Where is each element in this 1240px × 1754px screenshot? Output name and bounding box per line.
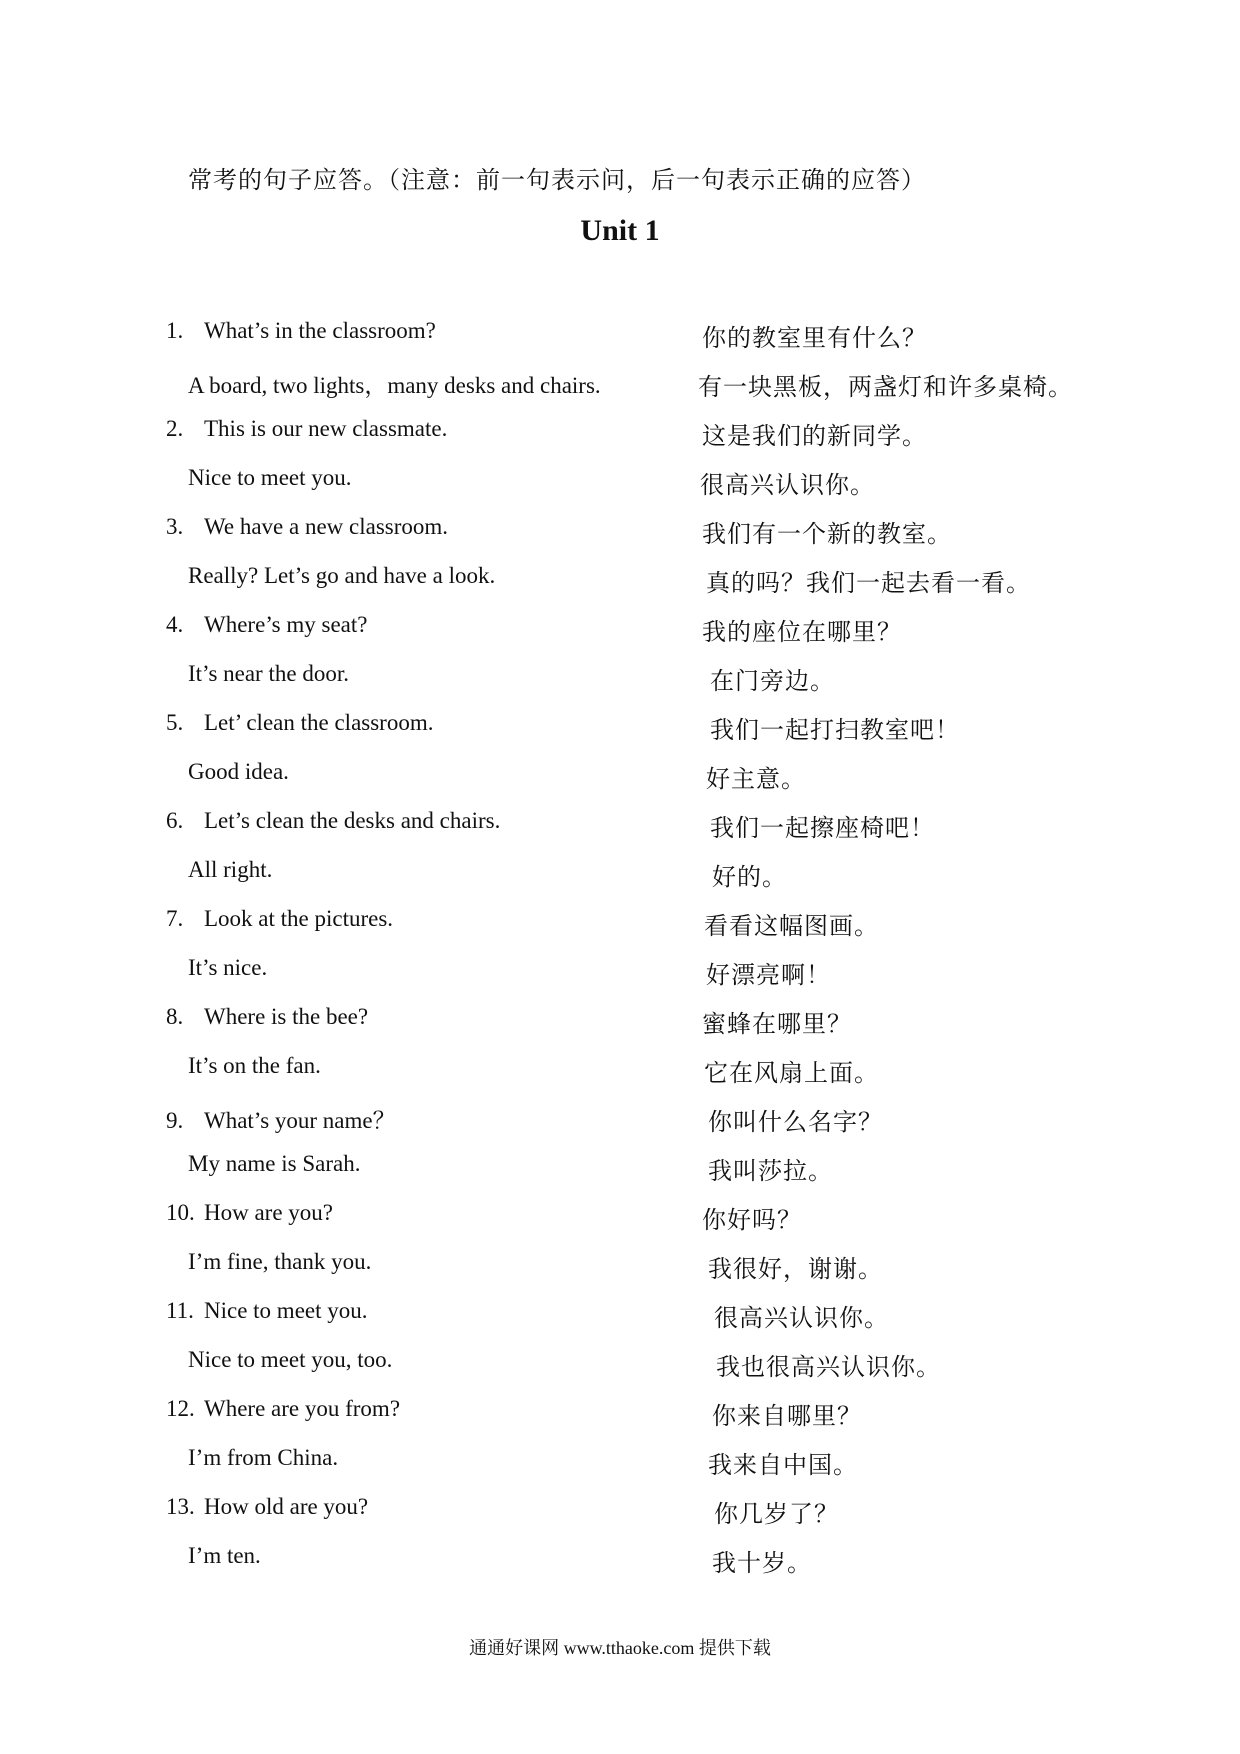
item-number: 5.: [166, 710, 184, 735]
answer-translation: 我很好，谢谢。: [708, 1257, 883, 1283]
answer-text: Really? Let’s go and have a look.: [188, 563, 496, 588]
item-number: 6.: [166, 808, 184, 833]
question-line: [0, 514, 1240, 563]
item-number: 9.: [166, 1108, 184, 1133]
question-line: [0, 1004, 1240, 1053]
question-translation: 很高兴认识你。: [714, 1306, 889, 1332]
answer-line: [0, 367, 1240, 416]
answer-translation: 有一块黑板，两盏灯和许多桌椅。: [698, 375, 1073, 401]
answer-text: A board, two lights，many desks and chairs.: [188, 373, 601, 398]
question-translation: 我们一起打扫教室吧！: [710, 718, 960, 744]
question-translation: 你几岁了？: [714, 1502, 839, 1528]
question-text: 5. Let’ clean the classroom.: [166, 710, 434, 735]
question-translation: 你来自哪里？: [712, 1404, 862, 1430]
answer-line: [0, 1445, 1240, 1494]
answer-text: It’s on the fan.: [188, 1053, 321, 1078]
item-number: 3.: [166, 514, 184, 539]
answer-text: I’m fine, thank you.: [188, 1249, 372, 1274]
item-number: 2.: [166, 416, 184, 441]
question-text: 3. We have a new classroom.: [166, 514, 449, 539]
answer-text: Nice to meet you.: [188, 465, 352, 490]
item-number: 11.: [166, 1298, 194, 1323]
question-translation: 这是我们的新同学。: [702, 424, 927, 450]
question-line: [0, 1396, 1240, 1445]
footer-credit: 通通好课网 www.tthaoke.com 提供下载: [469, 1638, 771, 1658]
answer-translation: 我也很高兴认识你。: [716, 1355, 941, 1381]
answer-translation: 好的。: [712, 865, 787, 891]
answer-translation: 真的吗？我们一起去看一看。: [706, 571, 1031, 597]
question-line: [0, 1298, 1240, 1347]
question-text: 7. Look at the pictures.: [166, 906, 394, 931]
question-text: 9. What’s your name？: [166, 1108, 396, 1133]
question-text: 1. What’s in the classroom?: [166, 318, 436, 343]
answer-translation: 我叫莎拉。: [708, 1159, 833, 1185]
answer-text: It’s near the door.: [188, 661, 349, 686]
sentence-list: [0, 318, 1240, 1592]
question-text: 12. Where are you from?: [166, 1396, 401, 1421]
answer-text: I’m ten.: [188, 1543, 261, 1568]
answer-line: [0, 661, 1240, 710]
answer-translation: 我十岁。: [712, 1551, 812, 1577]
question-text: 6. Let’s clean the desks and chairs.: [166, 808, 501, 833]
question-text: 2. This is our new classmate.: [166, 416, 448, 441]
answer-translation: 在门旁边。: [710, 669, 835, 695]
answer-translation: 我来自中国。: [708, 1453, 858, 1479]
answer-line: [0, 465, 1240, 514]
answer-line: [0, 1151, 1240, 1200]
question-line: [0, 318, 1240, 367]
answer-text: I’m from China.: [188, 1445, 339, 1470]
answer-text: All right.: [188, 857, 273, 882]
question-translation: 你好吗？: [702, 1208, 802, 1234]
question-translation: 蜜蜂在哪里？: [702, 1012, 852, 1038]
answer-line: [0, 1249, 1240, 1298]
question-text: 13. How old are you?: [166, 1494, 369, 1519]
answer-line: [0, 1347, 1240, 1396]
unit-title: Unit 1: [580, 214, 660, 247]
question-line: [0, 416, 1240, 465]
question-line: [0, 1102, 1240, 1151]
item-number: 13.: [166, 1494, 195, 1519]
answer-text: My name is Sarah.: [188, 1151, 361, 1176]
question-translation: 我们一起擦座椅吧！: [710, 816, 935, 842]
answer-line: [0, 563, 1240, 612]
question-text: 4. Where’s my seat?: [166, 612, 368, 637]
question-text: 10. How are you?: [166, 1200, 334, 1225]
question-text: 11. Nice to meet you.: [166, 1298, 368, 1323]
question-line: [0, 612, 1240, 661]
question-translation: 你的教室里有什么？: [702, 326, 927, 352]
question-text: 8. Where is the bee?: [166, 1004, 369, 1029]
answer-translation: 它在风扇上面。: [704, 1061, 879, 1087]
question-translation: 我们有一个新的教室。: [702, 522, 952, 548]
item-number: 10.: [166, 1200, 195, 1225]
question-line: [0, 710, 1240, 759]
answer-line: [0, 759, 1240, 808]
question-translation: 看看这幅图画。: [704, 914, 879, 940]
item-number: 1.: [166, 318, 184, 343]
answer-text: Good idea.: [188, 759, 289, 784]
question-translation: 你叫什么名字？: [708, 1110, 883, 1136]
question-line: [0, 1494, 1240, 1543]
answer-line: [0, 955, 1240, 1004]
item-number: 8.: [166, 1004, 184, 1029]
answer-line: [0, 857, 1240, 906]
answer-text: Nice to meet you, too.: [188, 1347, 393, 1372]
intro-note: 常考的句子应答。（注意：前一句表示问，后一句表示正确的应答）: [188, 168, 926, 194]
answer-line: [0, 1543, 1240, 1592]
question-line: [0, 808, 1240, 857]
question-line: [0, 906, 1240, 955]
answer-translation: 好漂亮啊！: [706, 963, 831, 989]
question-line: [0, 1200, 1240, 1249]
answer-translation: 很高兴认识你。: [700, 473, 875, 499]
item-number: 4.: [166, 612, 184, 637]
question-translation: 我的座位在哪里？: [702, 620, 902, 646]
item-number: 12.: [166, 1396, 195, 1421]
item-number: 7.: [166, 906, 184, 931]
answer-text: It’s nice.: [188, 955, 268, 980]
answer-line: [0, 1053, 1240, 1102]
answer-translation: 好主意。: [706, 767, 806, 793]
